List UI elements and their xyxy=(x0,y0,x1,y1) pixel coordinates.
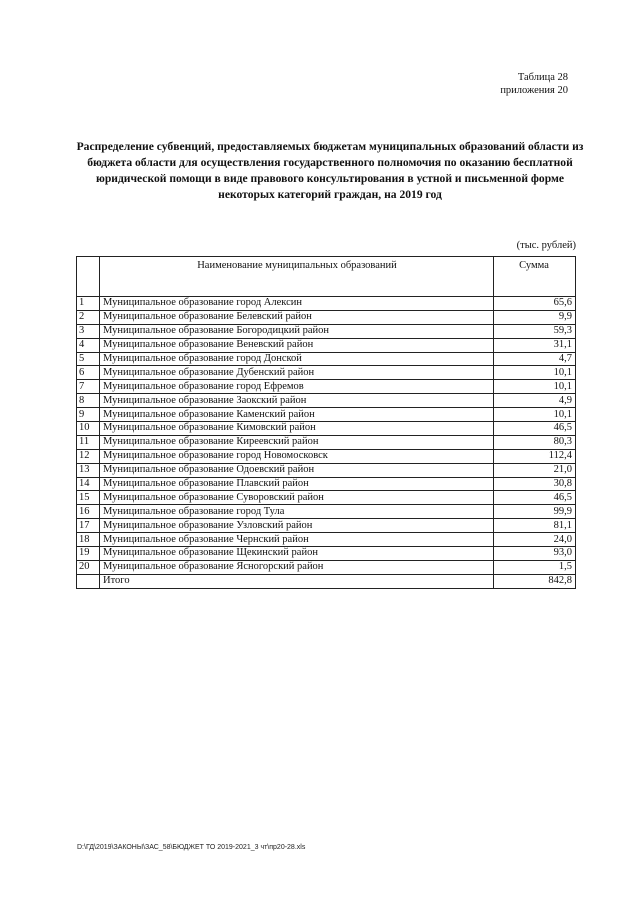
row-name-cell: Муниципальное образование Ясногорский район xyxy=(100,560,494,574)
row-sum-cell: 80,3 xyxy=(494,435,576,449)
table-row xyxy=(77,463,576,477)
table-row xyxy=(77,533,576,547)
row-number-cell: 4 xyxy=(77,338,100,352)
row-name-cell: Муниципальное образование Белевский район xyxy=(100,310,494,324)
row-name-cell: Муниципальное образование Веневский район xyxy=(100,338,494,352)
row-sum-cell: 46,5 xyxy=(494,491,576,505)
row-name-cell: Муниципальное образование Щекинский район xyxy=(100,547,494,561)
row-sum-cell: 99,9 xyxy=(494,505,576,519)
row-number-cell: 16 xyxy=(77,505,100,519)
row-sum-cell: 10,1 xyxy=(494,366,576,380)
table-reference xyxy=(500,71,568,97)
row-name-cell: Муниципальное образование Заокский район xyxy=(100,394,494,408)
row-sum-cell: 10,1 xyxy=(494,380,576,394)
row-sum-cell: 59,3 xyxy=(494,324,576,338)
row-sum-cell: 9,9 xyxy=(494,310,576,324)
row-number-cell: 6 xyxy=(77,366,100,380)
row-number-cell: 13 xyxy=(77,463,100,477)
table-row xyxy=(77,310,576,324)
table-row xyxy=(77,422,576,436)
row-number-cell: 8 xyxy=(77,394,100,408)
file-path-footer: D:\ГД\2019\ЗАКОНЫ\ЗАС_58\БЮДЖЕТ ТО 2019-2021_3 чт\пр20-28.xls xyxy=(77,844,306,851)
row-number-cell: 17 xyxy=(77,519,100,533)
table-row xyxy=(77,380,576,394)
row-sum-cell: 1,5 xyxy=(494,560,576,574)
row-name-cell: Муниципальное образование Узловский район xyxy=(100,519,494,533)
row-number-cell: 5 xyxy=(77,352,100,366)
row-name-cell: Муниципальное образование город Алексин xyxy=(100,297,494,311)
distribution-table xyxy=(76,256,576,589)
row-name-cell: Муниципальное образование город Тула xyxy=(100,505,494,519)
row-number-cell: 18 xyxy=(77,533,100,547)
table-number: Таблица 28 xyxy=(517,72,568,83)
row-number-cell: 10 xyxy=(77,422,100,436)
row-name-cell: Муниципальное образование город Новомосковск xyxy=(100,449,494,463)
total-sum-cell: 842,8 xyxy=(494,574,576,588)
row-sum-cell: 4,7 xyxy=(494,352,576,366)
header-sum-cell: Сумма xyxy=(494,257,576,297)
row-name-cell: Муниципальное образование Суворовский район xyxy=(100,491,494,505)
document-title: Распределение субвенций, предоставляемых бюджетам муниципальных образований области из бюджета области для осуществления государственного полномочия по оказанию бесплатной юридической помощи в виде правового консультирования в устной и письменной форме некоторых категорий граждан, на 2019 год xyxy=(76,140,584,201)
table-row xyxy=(77,352,576,366)
row-name-cell: Муниципальное образование город Донской xyxy=(100,352,494,366)
row-number-cell: 14 xyxy=(77,477,100,491)
row-sum-cell: 46,5 xyxy=(494,422,576,436)
row-number-cell: 11 xyxy=(77,435,100,449)
row-sum-cell: 24,0 xyxy=(494,533,576,547)
row-name-cell: Муниципальное образование город Ефремов xyxy=(100,380,494,394)
row-name-cell: Муниципальное образование Кимовский район xyxy=(100,422,494,436)
table-row xyxy=(77,408,576,422)
row-sum-cell: 112,4 xyxy=(494,449,576,463)
header-number-cell xyxy=(77,257,100,297)
row-sum-cell: 65,6 xyxy=(494,297,576,311)
table-row xyxy=(77,477,576,491)
table-row xyxy=(77,505,576,519)
total-label-cell: Итого xyxy=(100,574,494,588)
table-row xyxy=(77,338,576,352)
row-sum-cell: 10,1 xyxy=(494,408,576,422)
table-row xyxy=(77,449,576,463)
row-sum-cell: 31,1 xyxy=(494,338,576,352)
table-header-row xyxy=(77,257,576,297)
row-sum-cell: 81,1 xyxy=(494,519,576,533)
row-number-cell: 3 xyxy=(77,324,100,338)
table-row xyxy=(77,435,576,449)
row-number-cell: 15 xyxy=(77,491,100,505)
row-name-cell: Муниципальное образование Плавский район xyxy=(100,477,494,491)
row-sum-cell: 4,9 xyxy=(494,394,576,408)
row-number-cell: 2 xyxy=(77,310,100,324)
row-number-cell: 20 xyxy=(77,560,100,574)
row-name-cell: Муниципальное образование Киреевский район xyxy=(100,435,494,449)
row-name-cell: Муниципальное образование Каменский район xyxy=(100,408,494,422)
header-name-cell: Наименование муниципальных образований xyxy=(100,257,494,297)
row-sum-cell: 21,0 xyxy=(494,463,576,477)
row-name-cell: Муниципальное образование Дубенский район xyxy=(100,366,494,380)
appendix-number: приложения 20 xyxy=(500,85,568,96)
table-row xyxy=(77,366,576,380)
row-number-cell: 7 xyxy=(77,380,100,394)
row-number-cell: 9 xyxy=(77,408,100,422)
unit-label: (тыс. рублей) xyxy=(516,240,576,251)
row-sum-cell: 30,8 xyxy=(494,477,576,491)
row-name-cell: Муниципальное образование Богородицкий район xyxy=(100,324,494,338)
table-row xyxy=(77,560,576,574)
row-number-cell: 12 xyxy=(77,449,100,463)
table-row xyxy=(77,519,576,533)
table-row xyxy=(77,394,576,408)
row-name-cell: Муниципальное образование Одоевский район xyxy=(100,463,494,477)
table-row xyxy=(77,297,576,311)
row-name-cell: Муниципальное образование Чернский район xyxy=(100,533,494,547)
table-row xyxy=(77,547,576,561)
row-sum-cell: 93,0 xyxy=(494,547,576,561)
total-row xyxy=(77,574,576,588)
table-row xyxy=(77,491,576,505)
row-number-cell: 1 xyxy=(77,297,100,311)
row-number-cell: 19 xyxy=(77,547,100,561)
total-number-cell xyxy=(77,574,100,588)
table-row xyxy=(77,324,576,338)
